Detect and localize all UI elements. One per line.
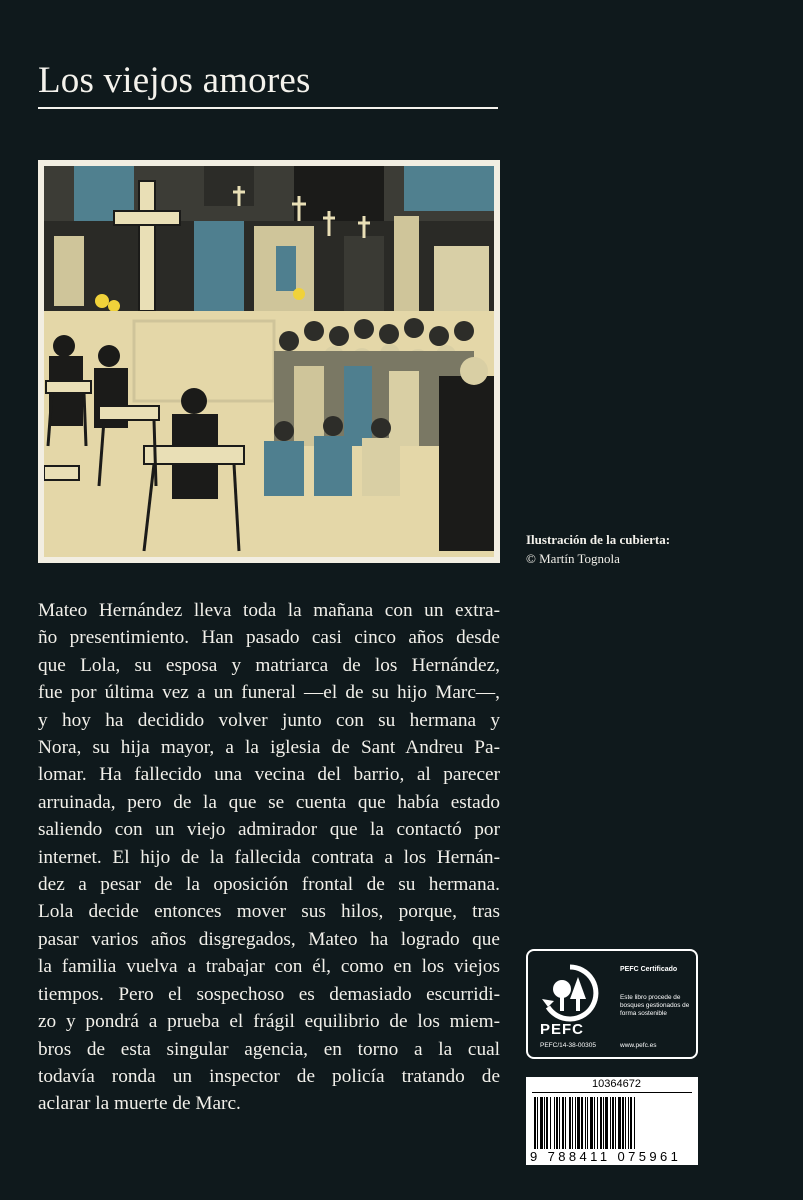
barcode-bar [610, 1097, 611, 1149]
barcode-bar [628, 1097, 629, 1149]
barcode-bar [581, 1097, 583, 1149]
book-title: Los viejos amores [38, 60, 311, 101]
barcode-bar [605, 1097, 608, 1149]
barcode-bar [634, 1097, 635, 1149]
cemetery-schoolroom-illustration [44, 166, 494, 557]
pefc-certification-box [526, 949, 698, 1059]
cover-illustration [38, 160, 500, 563]
barcode-bar [630, 1097, 632, 1149]
synopsis-line: ño presentimiento. Han pasado casi cinco años desde [38, 627, 500, 649]
barcode-bar [618, 1097, 621, 1149]
barcode-bar [540, 1097, 543, 1149]
barcode-bar [590, 1097, 593, 1149]
barcode-bar [603, 1097, 604, 1149]
barcode-bar [546, 1097, 548, 1149]
barcode-divider [532, 1092, 692, 1093]
synopsis-line: saliendo con un viejo admirador que la contactó por [38, 819, 500, 841]
barcode-bar [575, 1097, 576, 1149]
credit-author: © Martín Tognola [526, 551, 620, 566]
barcode-bar [550, 1097, 551, 1149]
barcode-bar [615, 1097, 616, 1149]
barcode-bar [612, 1097, 614, 1149]
barcode-bar [585, 1097, 586, 1149]
barcode-bars [532, 1097, 692, 1151]
synopsis-line: Nora, su hija mayor, a la iglesia de Sant Andreu Pa- [38, 737, 500, 759]
barcode-bar [577, 1097, 580, 1149]
barcode-bar [544, 1097, 545, 1149]
synopsis-line: internet. El hijo de la fallecida contrata a los Hernán- [38, 846, 500, 868]
synopsis-line: fue por última vez a un funeral —el de su hijo Marc—, [38, 682, 500, 704]
pefc-certified-label: PEFC Certificado [620, 966, 678, 973]
isbn-barcode-block [526, 1077, 698, 1165]
title-underline [38, 107, 498, 109]
isbn-number: 9 788411 075961 [530, 1149, 682, 1164]
barcode-reference-number: 10364672 [592, 1078, 641, 1090]
synopsis-line: Lola decide entonces mover sus hilos, porque, tras [38, 901, 500, 923]
barcode-bar [600, 1097, 602, 1149]
synopsis-line: Mateo Hernández lleva toda la mañana con un extra- [38, 600, 500, 621]
synopsis-text [38, 597, 500, 1118]
barcode-bar [625, 1097, 626, 1149]
barcode-bar [556, 1097, 558, 1149]
pefc-description: Este libro procede de bosques gestionados de forma sostenible [620, 994, 690, 1017]
synopsis-line: lomar. Ha fallecido una vecina del barrio, al parecer [38, 764, 500, 786]
pefc-trees-logo-icon [540, 963, 600, 1027]
synopsis-line: que Lola, su esposa y matriarca de los Hernández, [38, 654, 500, 676]
barcode-bar [534, 1097, 536, 1149]
barcode-bar [565, 1097, 566, 1149]
barcode-bar [569, 1097, 571, 1149]
pefc-wordmark: PEFC [540, 1021, 585, 1038]
illustration-credit [526, 530, 670, 568]
barcode-bar [622, 1097, 624, 1149]
synopsis-line: dez a pesar de la oposición frontal de su hermana. [38, 874, 500, 896]
synopsis-line: todavía ronda un inspector de policía tratando de [38, 1065, 500, 1087]
synopsis-line: y hoy ha decidido volver junto con su hermana y [38, 709, 500, 731]
barcode-bar [587, 1097, 588, 1149]
pefc-code: PEFC/14-38-00305 [540, 1042, 597, 1049]
synopsis-line: arruinada, pero de la que se cuenta que había estado [38, 791, 500, 813]
barcode-bar [597, 1097, 598, 1149]
credit-label: Ilustración de la cubierta: [526, 532, 671, 547]
barcode-bar [594, 1097, 595, 1149]
pefc-website: www.pefc.es [620, 1042, 657, 1049]
synopsis-line: la familia vuelva a trabajar con él, como en los viejos [38, 956, 500, 978]
synopsis-line: tiempos. Pero el sospechoso es demasiado escurridi- [38, 983, 500, 1005]
barcode-bar [537, 1097, 538, 1149]
synopsis-line: aclarar la muerte de Marc. [38, 1093, 241, 1115]
barcode-bar [559, 1097, 560, 1149]
barcode-bar [562, 1097, 564, 1149]
synopsis-line: bros de esta singular agencia, en torno a la cual [38, 1038, 500, 1060]
synopsis-line: zo y pondrá a prueba el frágil equilibrio de los miem- [38, 1011, 500, 1033]
synopsis-line: pasar varios años disgregados, Mateo ha logrado que [38, 928, 500, 950]
barcode-bar [572, 1097, 573, 1149]
barcode-bar [554, 1097, 555, 1149]
